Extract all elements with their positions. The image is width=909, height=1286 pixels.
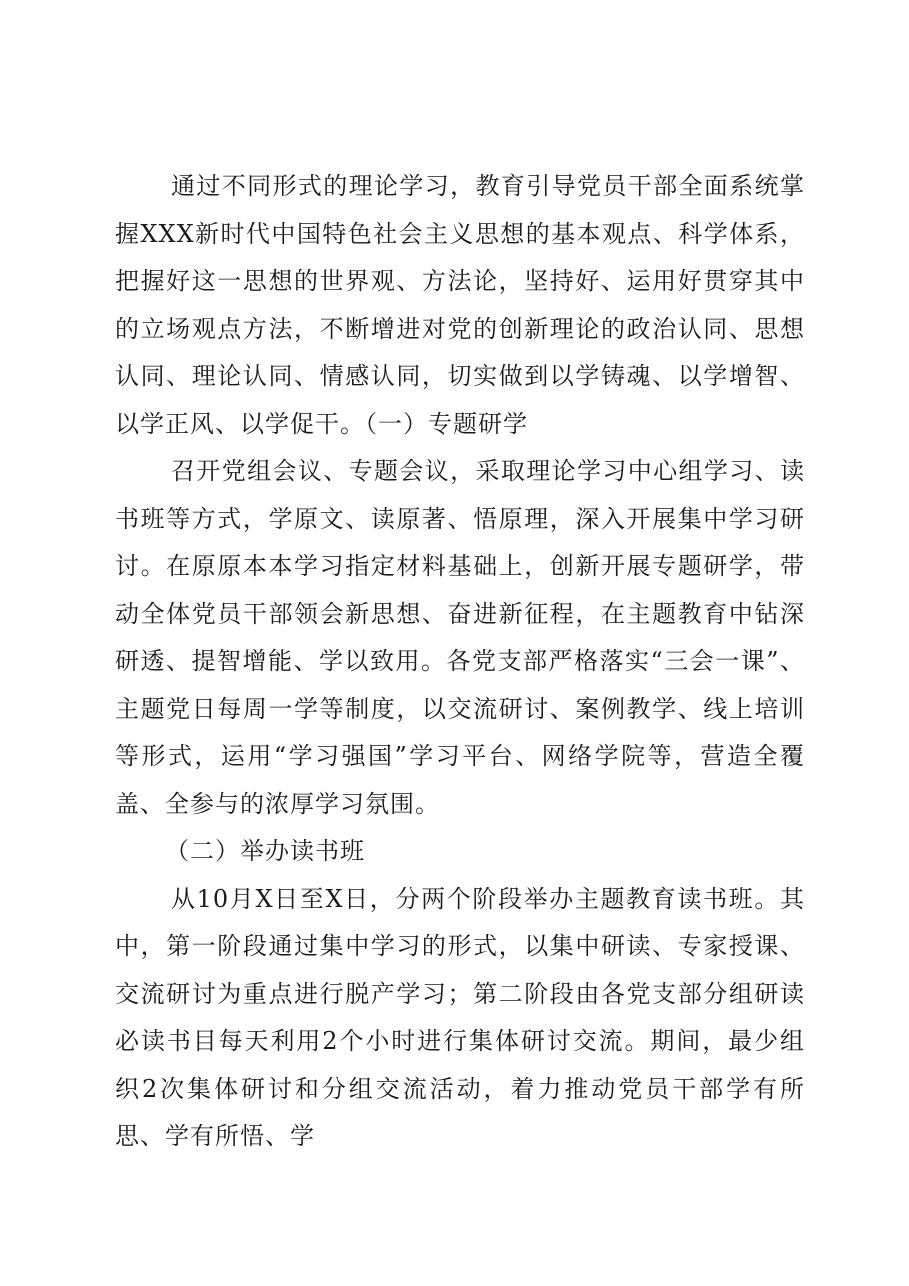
paragraph-theory-study: 通过不同形式的理论学习，教育引导党员干部全面系统掌握XXX新时代中国特色社会主义思想的基本观点、科学体系，把握好这一思想的世界观、方法论，坚持好、运用好贯穿其中的立场观点方法，不断增进对党的创新理论的政治认同、思想认同、理论认同、情感认同，切实做到以学铸魂、以学增智、以学正风、以学促干。（一）专题研学 bbox=[115, 172, 805, 438]
paragraph-topic-study: 召开党组会议、专题会议，采取理论学习中心组学习、读书班等方式，学原文、读原著、悟原理，深入开展集中学习研讨。在原原本本学习指定材料基础上，创新开展专题研学，带动全体党员干部领会新思想、奋进新征程，在主题教育中钻深研透、提智增能、学以致用。各党支部严格落实“三会一课”、主题党日每周一学等制度，以交流研讨、案例教学、线上培训等形式，运用“学习强国”学习平台、网络学院等，营造全覆盖、全参与的浓厚学习氛围。 bbox=[115, 457, 805, 818]
paragraph-reading-class: 从10月X日至X日，分两个阶段举办主题教育读书班。其中，第一阶段通过集中学习的形式，以集中研读、专家授课、交流研讨为重点进行脱产学习；第二阶段由各党支部分组研读必读书目每天利用2个小时进行集体研讨交流。期间，最少组织2次集体研讨和分组交流活动，着力推动党员干部学有所思、学有所悟、学 bbox=[115, 884, 805, 1150]
section-heading-reading-class: （二）举办读书班 bbox=[165, 837, 365, 865]
document-body bbox=[115, 163, 805, 1161]
